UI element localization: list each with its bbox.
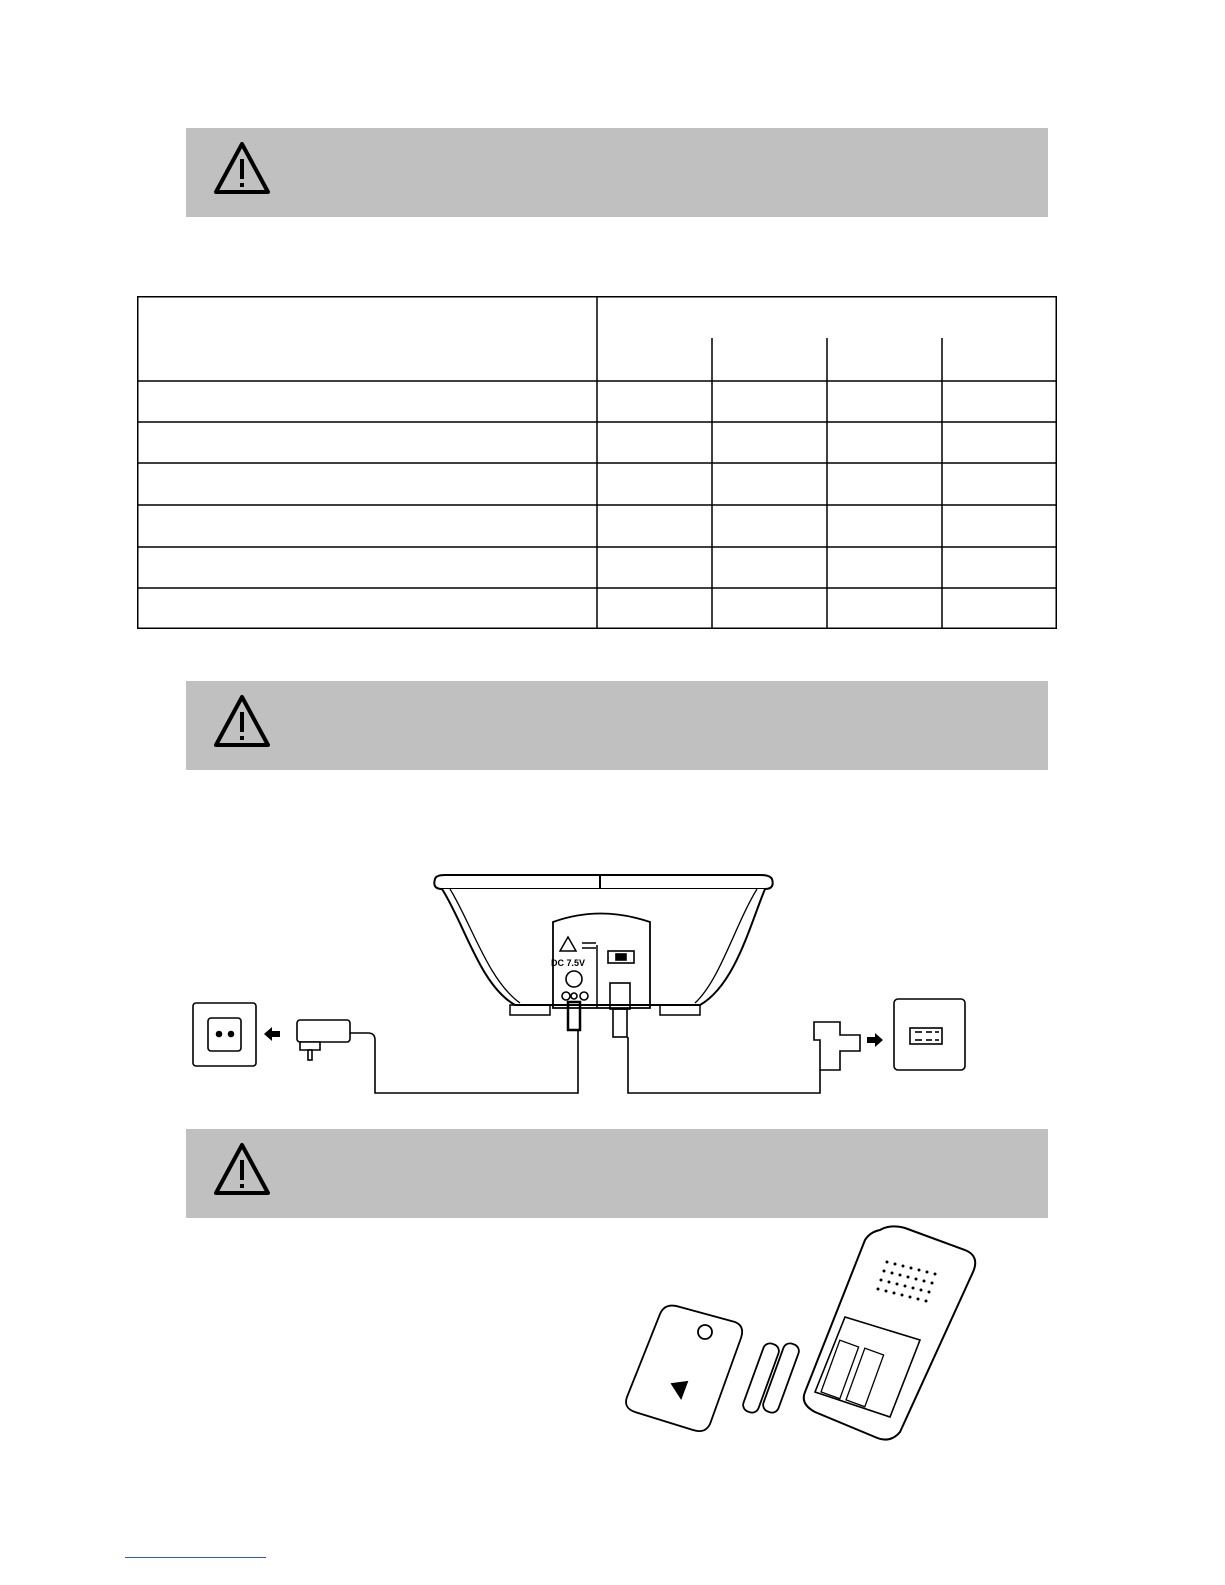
warning-box-3: [186, 1129, 1048, 1218]
dc-voltage-label: DC 7.5V: [551, 958, 586, 968]
battery-icon: [741, 1341, 801, 1414]
warning-triangle-icon: [212, 693, 272, 751]
warning-box-1: [186, 128, 1048, 217]
spec-table: [137, 296, 1057, 629]
power-adapter-icon: [297, 1020, 350, 1060]
footer-link-underline[interactable]: [125, 1557, 266, 1558]
warning-triangle-icon: [212, 140, 272, 198]
wall-socket-icon: [193, 1003, 256, 1066]
handset-icon: [804, 1226, 975, 1439]
warning-triangle-icon: [212, 1141, 272, 1199]
battery-diagram: [615, 1222, 985, 1452]
arrow-left-icon: [264, 1027, 280, 1041]
arrow-right-icon: [867, 1033, 883, 1047]
warning-box-2: [186, 681, 1048, 770]
battery-cover-icon: [626, 1306, 742, 1432]
telephone-wall-socket-icon: [894, 999, 965, 1070]
connection-diagram: [180, 865, 980, 1105]
phone-plug-icon: [814, 1022, 860, 1070]
